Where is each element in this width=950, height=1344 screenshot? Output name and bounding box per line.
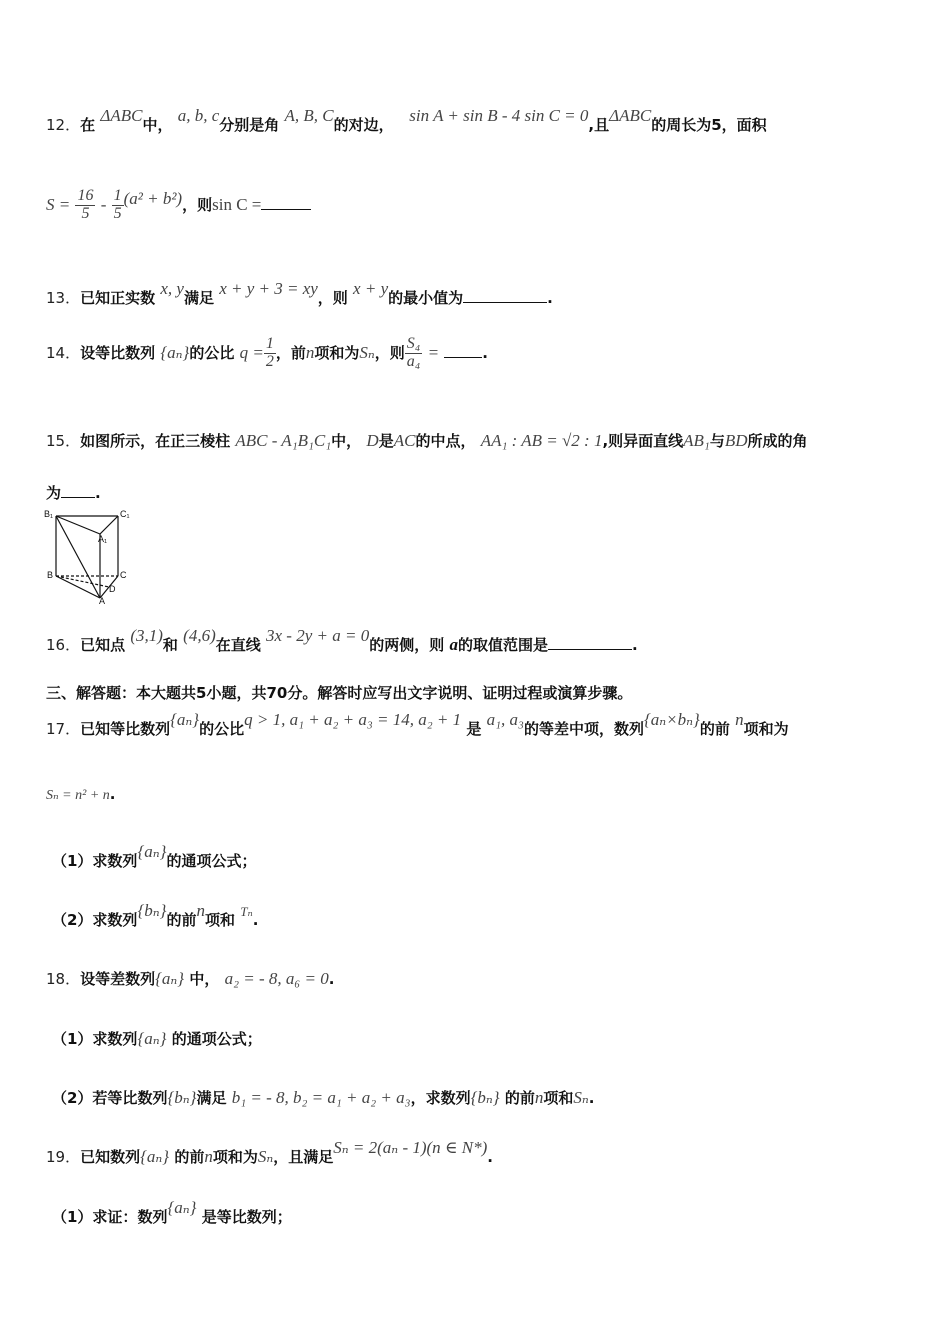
math: b₁ = - 8, b₂ = a₁ + a₂ + a₃ bbox=[231, 1088, 411, 1107]
numerator: 16 bbox=[77, 187, 94, 204]
q19-part1 bbox=[52, 1198, 292, 1227]
label-a1: A₁ bbox=[98, 534, 108, 544]
text: 的前 bbox=[174, 1148, 205, 1166]
q19-number: 19． bbox=[46, 1148, 81, 1166]
math: x + y + 3 = xy bbox=[219, 279, 318, 298]
q15-number: 15． bbox=[46, 432, 81, 450]
text: 已知数列 bbox=[80, 1148, 141, 1166]
answer-blank[interactable] bbox=[548, 648, 632, 650]
text: . bbox=[547, 289, 553, 307]
q15-line1 bbox=[46, 430, 808, 451]
math: Sₙ bbox=[573, 1088, 589, 1107]
answer-blank[interactable] bbox=[61, 496, 95, 498]
q13-line bbox=[46, 279, 553, 308]
fraction-1-5 bbox=[112, 188, 124, 223]
math: q = bbox=[239, 342, 264, 362]
math-sinC: sin C = bbox=[212, 194, 262, 214]
math: = bbox=[427, 342, 440, 362]
math: {bₙ} bbox=[137, 901, 167, 920]
q17-part1 bbox=[52, 842, 257, 871]
q14-number: 14． bbox=[46, 343, 81, 362]
text: 的公比 bbox=[189, 343, 235, 362]
math: x + y bbox=[353, 279, 389, 298]
numerator: 1 bbox=[265, 335, 274, 352]
text: 中， bbox=[142, 116, 173, 134]
text: 的对边， bbox=[333, 116, 394, 134]
math: n bbox=[305, 342, 315, 362]
text: 的前 bbox=[166, 911, 197, 929]
denominator: 2 bbox=[265, 352, 274, 370]
text: 中， bbox=[189, 970, 220, 988]
math: Sₙ = 2(aₙ - 1)(n ∈ N*) bbox=[333, 1138, 488, 1157]
numerator: S₄ bbox=[406, 335, 421, 352]
text: 是等比数列； bbox=[201, 1208, 292, 1226]
math-angles: A, B, C bbox=[284, 106, 334, 125]
math: BD bbox=[724, 431, 748, 450]
q18-part1 bbox=[52, 1028, 262, 1049]
math: {aₙ} bbox=[137, 1029, 167, 1048]
math-minus: - bbox=[100, 194, 107, 214]
text: 项和为 bbox=[743, 720, 789, 738]
math: Sₙ bbox=[359, 342, 375, 362]
text: . bbox=[109, 785, 116, 803]
fraction-1-2 bbox=[264, 336, 276, 371]
text: 满足 bbox=[196, 1089, 227, 1107]
math: a₁, a₃ bbox=[486, 710, 524, 729]
math-equation: sin A + sin B - 4 sin C = 0 bbox=[409, 106, 589, 125]
math: (3,1) bbox=[130, 626, 163, 645]
q17-number: 17． bbox=[46, 720, 81, 738]
text: 是 bbox=[378, 432, 394, 450]
q19-line bbox=[46, 1138, 493, 1167]
math: {aₙ} bbox=[140, 1147, 170, 1166]
math: n bbox=[196, 901, 205, 920]
math: x, y bbox=[160, 279, 184, 298]
text: 与 bbox=[709, 432, 725, 450]
math: {bₙ} bbox=[470, 1088, 500, 1107]
edge-b1a1 bbox=[56, 516, 100, 534]
text: 和 bbox=[162, 636, 178, 654]
text: 中， bbox=[331, 432, 362, 450]
text: ，且满足 bbox=[273, 1148, 334, 1166]
q12-number: 12． bbox=[46, 116, 81, 134]
math-triangle: ΔABC bbox=[609, 106, 652, 125]
numerator: 1 bbox=[113, 187, 122, 204]
q18-number: 18． bbox=[46, 970, 81, 988]
fraction-S4-a4 bbox=[405, 336, 423, 371]
text: 的前 bbox=[699, 720, 730, 738]
section-heading: 三、解答题：本大题共5小题，共70分。解答时应写出文字说明、证明过程或演算步骤。 bbox=[46, 684, 633, 702]
text: ，前 bbox=[275, 343, 306, 362]
text: . bbox=[328, 970, 335, 988]
q18-part2 bbox=[52, 1087, 594, 1108]
edge-ba bbox=[56, 576, 100, 598]
text: 所成的角 bbox=[747, 432, 808, 450]
prism-figure bbox=[42, 506, 142, 604]
text: 的等差中项，数列 bbox=[523, 720, 644, 738]
math: AC bbox=[393, 431, 416, 450]
text: （1）求数列 bbox=[52, 852, 138, 870]
text: 项和为 bbox=[314, 343, 360, 362]
text: 已知等比数列 bbox=[80, 720, 171, 738]
math: {aₙ} bbox=[155, 969, 185, 988]
label-a: A bbox=[99, 596, 106, 604]
text: 项和为 bbox=[212, 1148, 258, 1166]
label-b: B bbox=[47, 570, 54, 580]
math: q > 1, a₁ + a₂ + a₃ = 14, a₂ + 1 bbox=[244, 710, 462, 729]
math: a bbox=[449, 635, 458, 654]
text: ，则 bbox=[317, 289, 348, 307]
text: . bbox=[487, 1148, 493, 1166]
text: （2）求数列 bbox=[52, 911, 138, 929]
text: 的最小值为 bbox=[388, 289, 464, 307]
math: {aₙ} bbox=[170, 710, 200, 729]
text: 在 bbox=[80, 116, 96, 134]
text: （1）求数列 bbox=[52, 1030, 138, 1048]
text: （2）若等比数列 bbox=[52, 1089, 168, 1107]
answer-blank[interactable] bbox=[444, 356, 482, 358]
q17-part2 bbox=[52, 901, 259, 930]
q18-line bbox=[46, 968, 334, 989]
math: Sₙ bbox=[257, 1147, 274, 1166]
text: 的公比 bbox=[199, 720, 245, 738]
label-b1: B₁ bbox=[44, 509, 54, 519]
math: D bbox=[366, 431, 379, 450]
text: 项和 bbox=[543, 1089, 574, 1107]
answer-blank[interactable] bbox=[463, 301, 547, 303]
math-triangle: ΔABC bbox=[100, 106, 143, 125]
math: n bbox=[735, 710, 744, 729]
q15-line2 bbox=[46, 482, 101, 503]
q13-number: 13． bbox=[46, 289, 81, 307]
math: {aₙ} bbox=[137, 842, 167, 861]
math: {bₙ} bbox=[167, 1088, 197, 1107]
text: ，则 bbox=[374, 343, 405, 362]
text: 的取值范围是 bbox=[457, 636, 548, 654]
text: . bbox=[631, 636, 638, 654]
math: AB₁ bbox=[683, 431, 710, 450]
text: . bbox=[482, 343, 488, 362]
text: 的前 bbox=[504, 1089, 535, 1107]
text: ,则异面直线 bbox=[602, 432, 684, 450]
text: 已知正实数 bbox=[80, 289, 156, 307]
text: 满足 bbox=[183, 289, 214, 307]
text: 设等比数列 bbox=[80, 343, 156, 362]
math: ABC - A₁B₁C₁ bbox=[235, 431, 332, 450]
text: 为 bbox=[46, 484, 62, 502]
fraction-16-5 bbox=[75, 188, 95, 223]
q17-line2 bbox=[46, 785, 115, 804]
text: 的通项公式； bbox=[166, 852, 257, 870]
text: 项和 bbox=[204, 911, 235, 929]
q14-line bbox=[46, 336, 488, 371]
edge-c1a1 bbox=[100, 516, 118, 534]
text: 在直线 bbox=[215, 636, 261, 654]
math: Tₙ bbox=[240, 904, 253, 919]
segment-bd-hidden bbox=[56, 576, 109, 587]
text: 的周长为5，面积 bbox=[651, 116, 767, 134]
math: Sₙ = n² + n bbox=[46, 788, 110, 803]
text: 如图所示，在正三棱柱 bbox=[80, 432, 231, 450]
q16-number: 16． bbox=[46, 636, 81, 654]
q12-line1 bbox=[46, 106, 767, 135]
label-c: C bbox=[120, 570, 127, 580]
text: ，则 bbox=[182, 195, 213, 214]
text: 分别是角 bbox=[219, 116, 280, 134]
math: n bbox=[204, 1147, 213, 1166]
answer-blank[interactable] bbox=[261, 208, 311, 210]
text: 是 bbox=[466, 720, 482, 738]
math: AA₁ : AB = √2 : 1 bbox=[480, 431, 603, 450]
label-c1: C₁ bbox=[120, 509, 130, 519]
text: . bbox=[95, 484, 101, 502]
math-area: S = bbox=[46, 194, 71, 214]
math: {aₙ×bₙ} bbox=[643, 710, 700, 729]
text: . bbox=[588, 1089, 595, 1107]
q17-line1 bbox=[46, 710, 789, 739]
math: {aₙ} bbox=[160, 342, 190, 362]
text: 设等差数列 bbox=[80, 970, 156, 988]
text: 的中点， bbox=[415, 432, 476, 450]
text: . bbox=[252, 911, 259, 929]
text: 的通项公式； bbox=[171, 1030, 262, 1048]
math-sides: a, b, c bbox=[177, 106, 220, 125]
math: n bbox=[534, 1088, 544, 1107]
text: （1）求证：数列 bbox=[52, 1208, 168, 1226]
denominator: a₄ bbox=[406, 352, 421, 370]
q12-line2 bbox=[46, 188, 311, 223]
q16-line bbox=[46, 626, 638, 655]
math: a₂ = - 8, a₆ = 0 bbox=[224, 969, 329, 988]
text: 已知点 bbox=[80, 636, 126, 654]
math: 3x - 2y + a = 0 bbox=[266, 626, 370, 645]
text: ，求数列 bbox=[410, 1089, 471, 1107]
segment-ab1 bbox=[56, 516, 100, 598]
denominator: 5 bbox=[81, 204, 90, 222]
text: ,且 bbox=[588, 116, 610, 134]
text: 的两侧，则 bbox=[369, 636, 445, 654]
denominator: 5 bbox=[113, 204, 122, 222]
math: (4,6) bbox=[183, 626, 216, 645]
label-d: D bbox=[109, 584, 116, 594]
math-paren: (a² + b²) bbox=[123, 188, 183, 208]
math: {aₙ} bbox=[167, 1198, 197, 1217]
